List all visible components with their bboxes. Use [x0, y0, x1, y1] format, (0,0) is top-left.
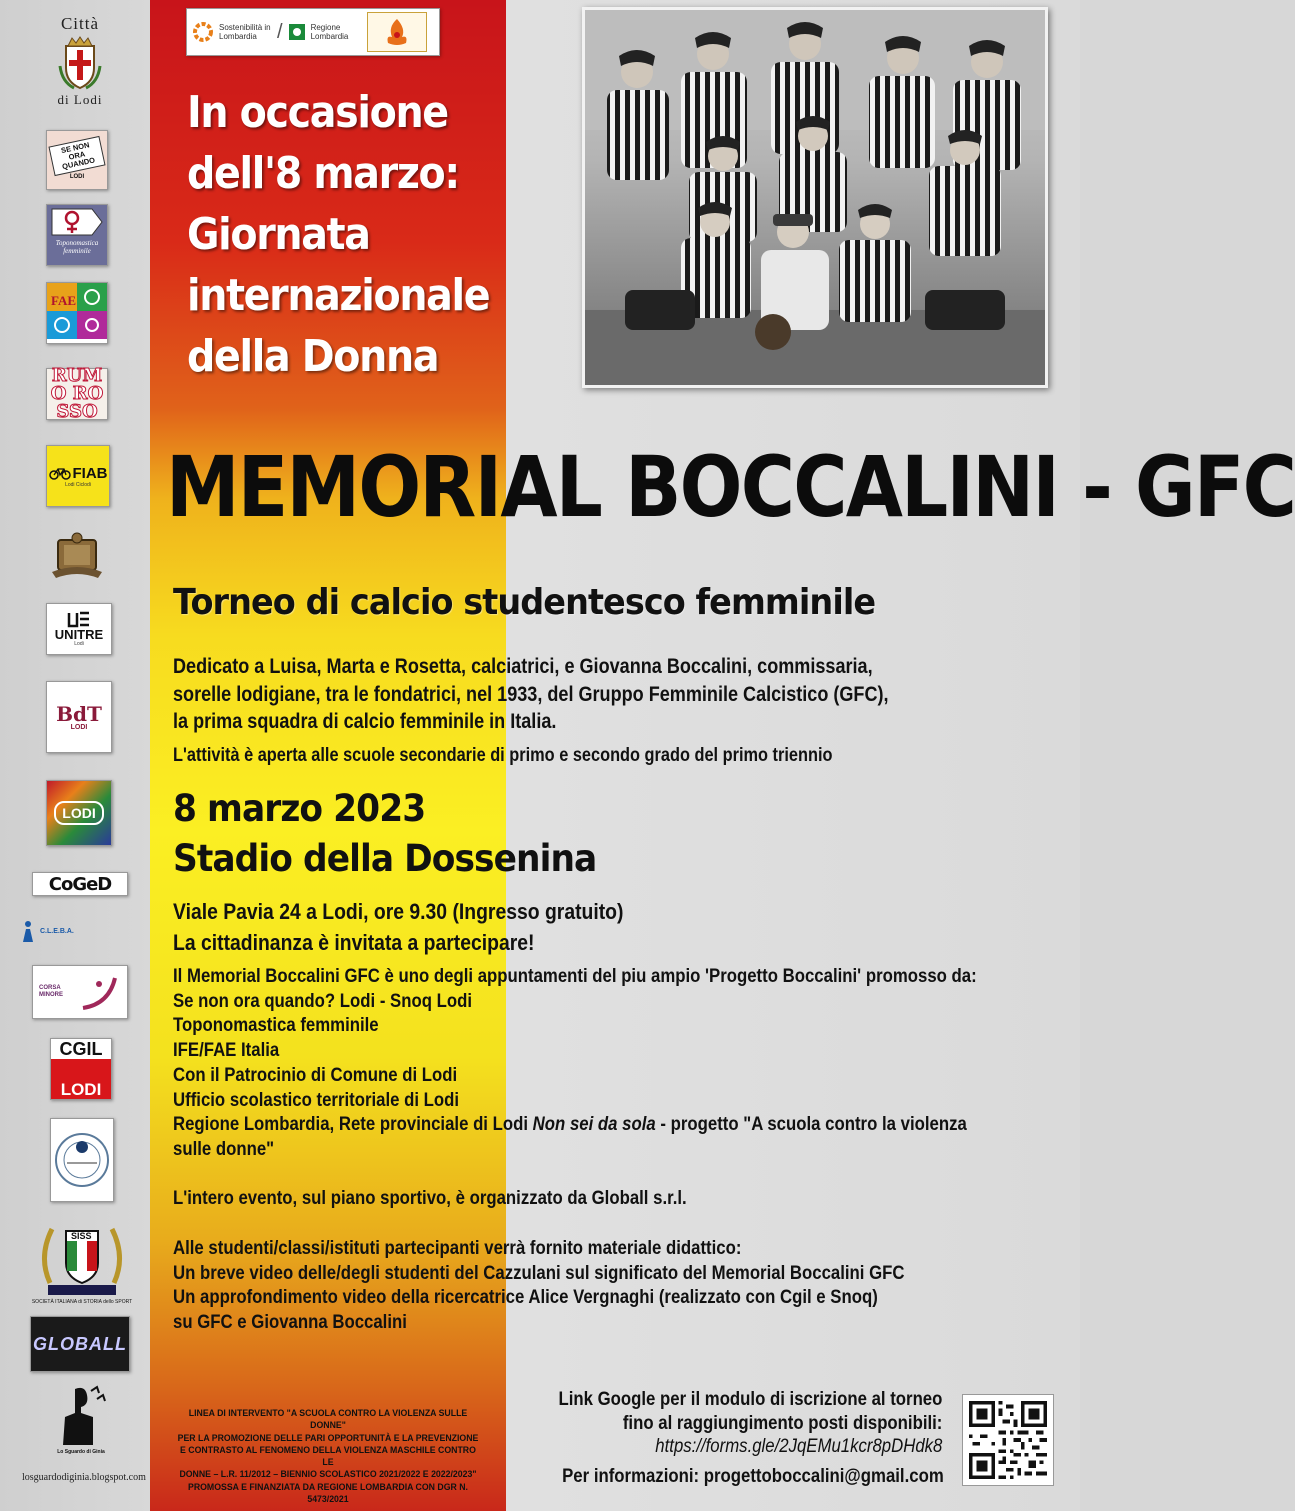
materials-line: Un approfondimento video della ricercatrice Alice Vergnaghi (realizzato con Cgil e Snoq) [173, 1286, 878, 1309]
memorial-title: MEMORIAL BOCCALINI - GFC [166, 438, 1295, 536]
city-name-bottom: di Lodi [57, 92, 103, 107]
event-venue: Stadio della Dossenina [173, 837, 597, 880]
materials-line: Un breve video delle/degli studenti del Cazzulani sul significato del Memorial Boccalini GFC [173, 1261, 905, 1284]
footnote-line: DONNE – L.R. 11/2012 – BIENNIO SCOLASTICO 2021/2022 E 2022/2023" [179, 1469, 477, 1481]
event-date-venue [173, 784, 596, 884]
sponsor-right: Regione Lombardia [310, 23, 349, 41]
siss-logo [30, 1214, 134, 1310]
coged-logo [32, 872, 128, 896]
cleba-logo [20, 918, 144, 944]
person-icon [20, 920, 36, 942]
site-url: losguardodiginia.blogspot.com [22, 1472, 146, 1483]
sponsor-strip [186, 8, 440, 56]
invitation-line: La cittadinanza è invitata a partecipare! [173, 930, 535, 955]
headline-line: della Donna [187, 331, 439, 382]
sponsor-left: Sostenibilità in Lombardia [219, 23, 271, 41]
fiab-logo [46, 445, 110, 507]
bicycle-icon [49, 466, 71, 480]
bdt-text: BdT [56, 701, 102, 726]
toponomastica-logo [46, 204, 108, 266]
headline-line: internazionale [187, 270, 490, 321]
footnote-line: PROMOSSA E FINANZIATA DA REGIONE LOMBARDIA CON DGR N. 5473/2021 [187, 1481, 468, 1506]
snoq-logo [46, 130, 108, 190]
footnote-line: PER LA PROMOZIONE DELLE PARI OPPORTUNITÀ E LA PREVENZIONE [177, 1432, 479, 1444]
lodi-solidale-text: LODI [54, 801, 103, 825]
svg-text:SISS: SISS [71, 1231, 92, 1241]
registration-line: Link Google per il modulo di iscrizione al torneo [558, 1388, 942, 1410]
laurel-shield-icon [36, 1219, 128, 1299]
swoosh-icon [79, 970, 123, 1014]
sguardo-text: Lo Sguardo di Ginia [57, 1449, 105, 1455]
promoter-item: IFE/FAE Italia [173, 1039, 280, 1062]
promoter-item-regione-cont: sulle donne" [173, 1137, 275, 1160]
footnote-line: LINEA DI INTERVENTO "A SCUOLA CONTRO LA VIOLENZA SULLE DONNE" [188, 1408, 468, 1432]
fiab-text: FIAB [72, 464, 108, 482]
unitre-sub: Lodi [74, 640, 84, 647]
snoq-logo-sub: LODI [69, 173, 85, 180]
dedication-line: sorelle lodigiane, tra le fondatrici, nel 1933, del Gruppo Femminile Calcistico (GFC), [173, 682, 889, 706]
fae-symbols-icon [47, 283, 107, 343]
headline-line: In occasione [187, 87, 448, 138]
project-emblem [367, 12, 427, 52]
cgil-sub: LODI [60, 1080, 102, 1099]
cgil-logo [50, 1038, 112, 1100]
promoter-item: Se non ora quando? Lodi - Snoq Lodi [173, 989, 473, 1012]
women-football-team-photo-icon [585, 10, 1045, 385]
lombardia-rose-icon [289, 24, 305, 40]
fiab-sub: Lodi Ciclodi [65, 481, 91, 488]
organizer-line: L'intero evento, sul piano sportivo, è organizzato da Globall s.r.l. [173, 1187, 687, 1209]
dedication [173, 653, 889, 736]
promoter-item-regione [173, 1112, 977, 1137]
bdt-sub: LODI [70, 723, 88, 731]
corsa-minore-text: CORSA MINORE [39, 985, 63, 998]
rumo-rosso-text: RUMO ROSSO [50, 365, 104, 422]
unitre-logo [46, 603, 112, 655]
silhouette-icon [53, 1383, 109, 1449]
contact-info[interactable]: Per informazioni: progettoboccalini@gmail.com [562, 1465, 944, 1487]
bdt-logo [46, 681, 112, 753]
headline-line: Giornata [187, 209, 370, 260]
footnote-line: E CONTRASTO AL FENOMENO DELLA VIOLENZA MASCHILE CONTRO LE [180, 1444, 476, 1469]
regione-text-a: Regione Lombardia, Rete provinciale di Lodi [173, 1113, 533, 1136]
corsa-minore-logo [32, 965, 128, 1019]
seal-icon [53, 1131, 111, 1189]
unitre-text: UNITRE [54, 626, 104, 642]
team-photo [582, 7, 1048, 388]
sponsor-sidebar [0, 0, 150, 1511]
coat-of-arms-logo [48, 532, 106, 580]
dedication-line: la prima squadra di calcio femminile in Italia. [173, 710, 557, 733]
registration-link[interactable]: https://forms.gle/2JqEMu1kcr8pDHdk8 [654, 1435, 942, 1457]
address-block [173, 896, 623, 958]
activity-note: L'attività è aperta alle scuole secondarie di primo e secondo grado del primo triennio [173, 745, 833, 766]
city-name-top: Città [60, 14, 100, 33]
globall-logo [30, 1316, 130, 1372]
promoter-item: Toponomastica femminile [173, 1014, 379, 1037]
toponomastica-text: Toponomastica femminile [55, 239, 99, 255]
headline-line: dell'8 marzo: [187, 148, 459, 199]
svg-text:FAE: FAE [51, 293, 77, 308]
materials-block [173, 1236, 905, 1335]
promoters-intro: Il Memorial Boccalini GFC è uno degli appuntamenti del piu ampio 'Progetto Boccalini' promosso da: [173, 965, 977, 987]
event-date: 8 marzo 2023 [173, 787, 426, 830]
signpost-icon [48, 205, 106, 239]
cgil-text: CGIL [59, 1039, 103, 1059]
qr-code-icon [969, 1401, 1047, 1479]
coat-of-arms-icon [48, 532, 106, 580]
unitre-mark-icon [67, 612, 91, 628]
cleba-text: C.L.E.B.A. [40, 927, 74, 935]
lodi-crest-icon [58, 36, 102, 90]
sguardo-di-ginia-logo [50, 1378, 112, 1460]
qr-code[interactable] [962, 1394, 1054, 1486]
lodi-solidale-logo [46, 780, 112, 846]
rumo-rosso-logo [46, 365, 108, 422]
flame-icon [382, 17, 412, 47]
address-line: Viale Pavia 24 a Lodi, ore 9.30 (Ingresso gratuito) [173, 899, 624, 924]
coged-text: CoGeD [48, 873, 112, 895]
funding-footnote [173, 1408, 482, 1506]
tournament-subtitle: Torneo di calcio studentesco femminile [173, 582, 876, 623]
promoter-item: Con il Patrocinio di Comune di Lodi [173, 1063, 458, 1086]
regione-text-b: - progetto "A scuola contro la violenza [655, 1113, 967, 1136]
promoters-block [173, 964, 977, 1162]
registration-line: fino al raggiungimento posti disponibili: [622, 1411, 942, 1434]
promoter-item: Ufficio scolastico territoriale di Lodi [173, 1088, 460, 1111]
sponsor-divider: / [277, 20, 283, 43]
materials-line: Alle studenti/classi/istituti partecipanti verrà fornito materiale didattico: [173, 1237, 742, 1259]
materials-line: su GFC e Giovanna Boccalini [173, 1311, 407, 1334]
snoq-logo-text: SE NON ORA QUANDO [48, 135, 105, 175]
siss-sub: SOCIETÀ ITALIANA di STORIA dello SPORT [31, 1299, 133, 1305]
fae-logo [46, 282, 108, 344]
round-seal-logo [50, 1118, 114, 1202]
headline [187, 82, 490, 387]
dedication-line: Dedicato a Luisa, Marta e Rosetta, calciatrici, e Giovanna Boccalini, commissaria, [173, 655, 873, 678]
globall-text: GLOBALL [33, 1333, 127, 1354]
sustainability-wheel-icon [193, 22, 213, 42]
registration-block [558, 1388, 942, 1459]
regione-project-name: Non sei da sola [532, 1113, 656, 1136]
